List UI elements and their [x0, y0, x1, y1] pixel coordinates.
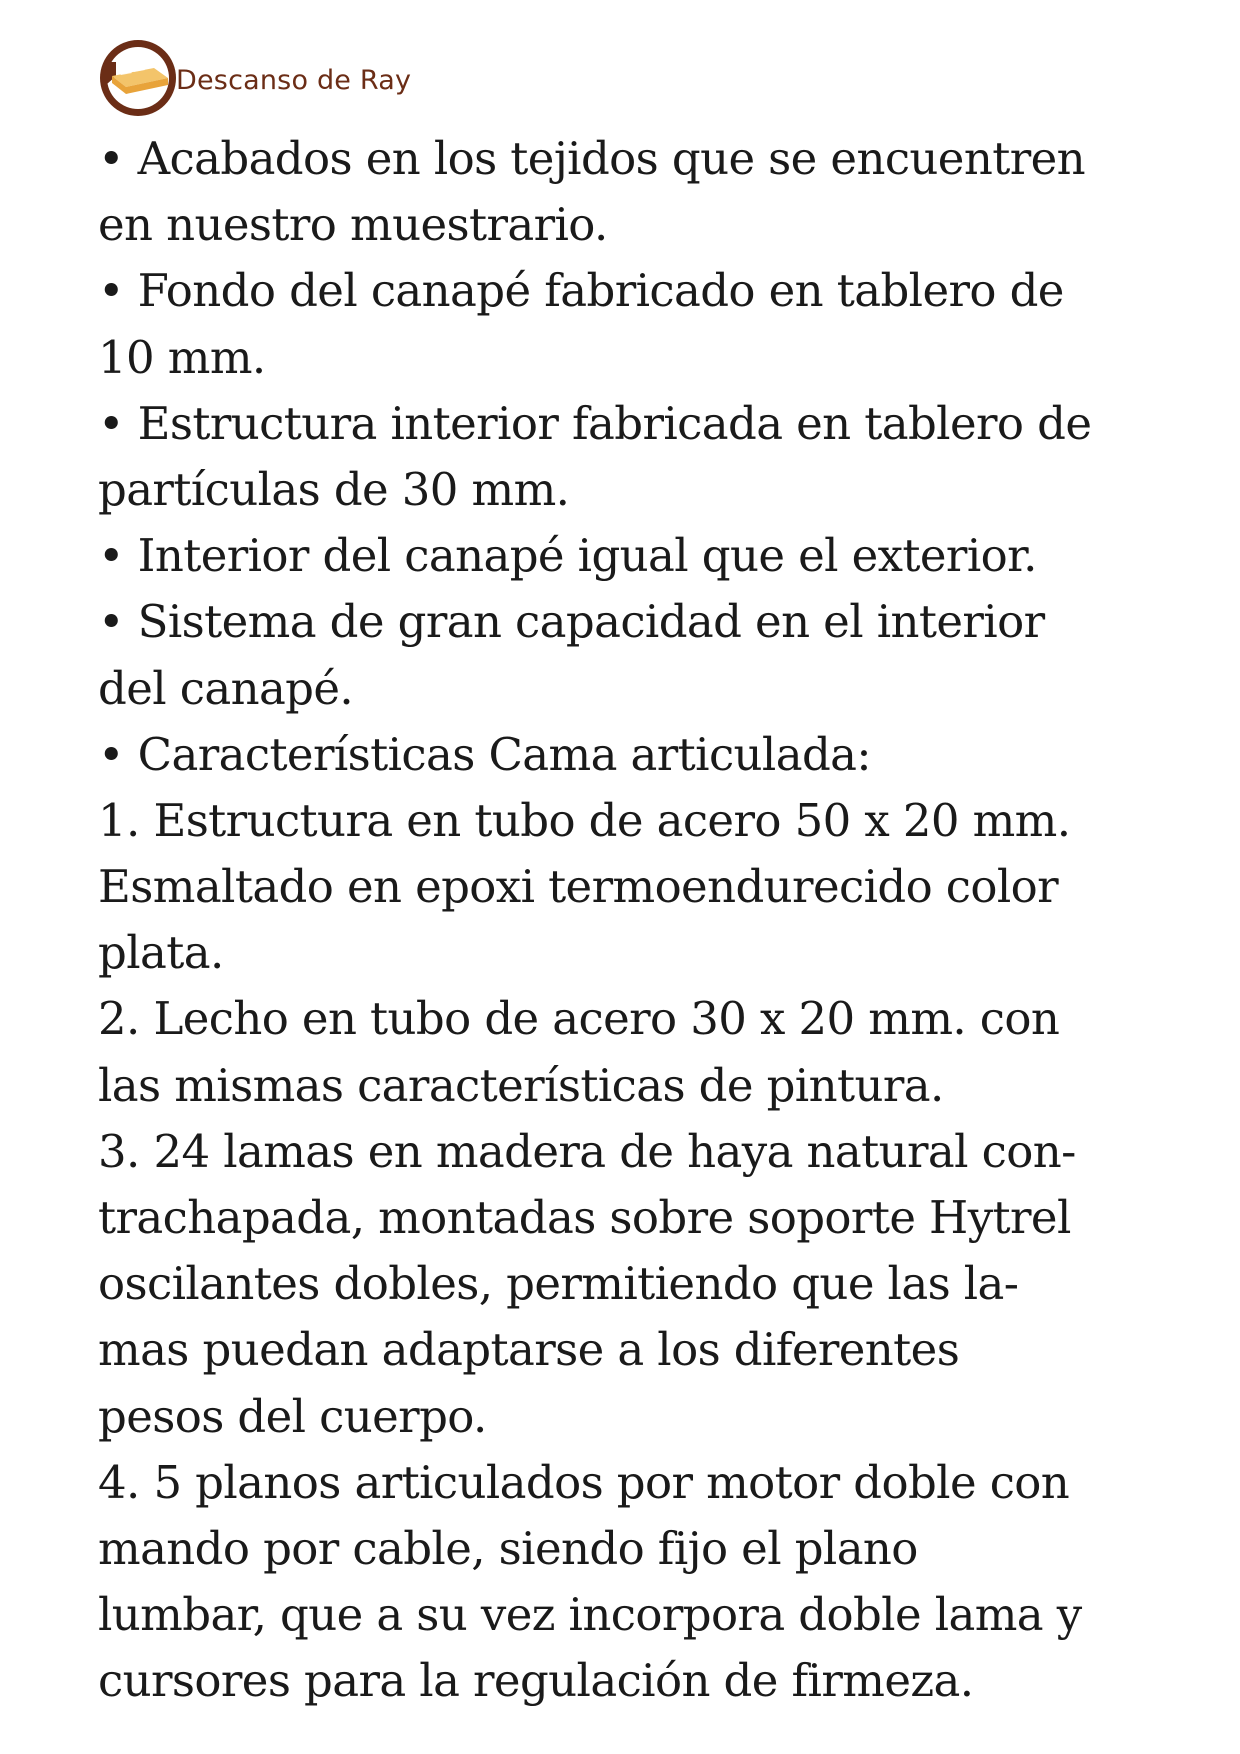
- text-line: pesos del cuerpo.: [98, 1389, 487, 1443]
- product-specifications: [98, 126, 1218, 1715]
- text-line: • Acabados en los tejidos que se encuentren: [98, 132, 1086, 185]
- text-line: las mismas características de pintura.: [98, 1058, 944, 1112]
- bed-logo-icon: [98, 38, 178, 118]
- text-line: Esmaltado en epoxi termoendurecido color: [98, 860, 1059, 914]
- text-line: 1. Estructura en tubo de acero 50 x 20 mm.: [98, 793, 1071, 847]
- text-line: • Características Cama articulada:: [98, 727, 871, 781]
- text-line: 2. Lecho en tubo de acero 30 x 20 mm. con: [98, 992, 1060, 1046]
- text-line: lumbar, que a su vez incorpora doble lama y: [98, 1588, 1082, 1642]
- text-line: • Sistema de gran capacidad en el interior: [98, 595, 1045, 649]
- text-line: del canapé.: [98, 661, 354, 715]
- text-line: trachapada, montadas sobre soporte Hytrel: [98, 1191, 1071, 1244]
- text-line: en nuestro muestrario.: [98, 198, 608, 252]
- text-line: 3. 24 lamas en madera de haya natural con-: [98, 1124, 1076, 1178]
- text-line: mando por cable, siendo fijo el plano: [98, 1521, 918, 1575]
- text-line: • Estructura interior fabricada en tablero de: [98, 396, 1092, 450]
- text-line: mas puedan adaptarse a los diferentes: [98, 1323, 960, 1377]
- text-line: • Fondo del canapé fabricado en tablero de: [98, 264, 1064, 318]
- text-line: • Interior del canapé igual que el exterior.: [98, 529, 1037, 583]
- text-line: partículas de 30 mm.: [98, 462, 570, 516]
- brand-name: Descanso de Ray: [176, 64, 412, 96]
- brand-header: [98, 38, 411, 118]
- text-line: 4. 5 planos articulados por motor doble con: [98, 1455, 1070, 1509]
- text-line: plata.: [98, 926, 224, 980]
- text-line: oscilantes dobles, permitiendo que las la-: [98, 1257, 1019, 1311]
- text-line: 10 mm.: [98, 330, 266, 384]
- text-line: cursores para la regulación de firmeza.: [98, 1654, 974, 1708]
